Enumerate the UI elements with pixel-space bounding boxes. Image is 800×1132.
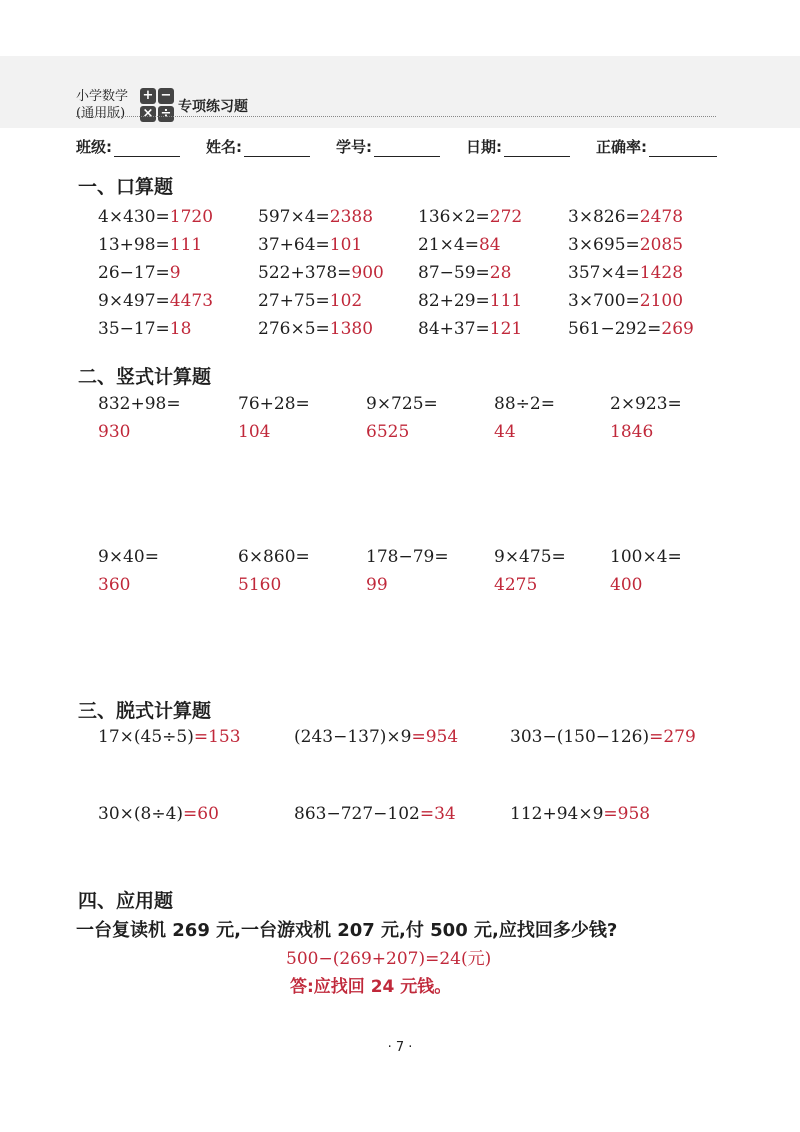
series-title: 专项练习题 <box>178 99 248 115</box>
vertical-answer: 4275 <box>494 575 538 595</box>
vertical-answer: 44 <box>494 422 516 442</box>
oral-problem <box>258 235 362 255</box>
oral-problem <box>258 263 384 283</box>
stepwise-problem <box>294 727 458 747</box>
stepwise-question: 863−727−102 <box>294 804 420 824</box>
name-label: 姓名: <box>206 138 242 156</box>
oral-problem <box>418 319 522 339</box>
oral-question: 26−17= <box>98 263 170 283</box>
oral-problem <box>568 235 683 255</box>
oral-question: 87−59= <box>418 263 490 283</box>
oral-answer: 2085 <box>639 235 684 255</box>
oral-question: 522+378= <box>258 263 352 283</box>
minus-icon: − <box>158 88 174 104</box>
oral-problem <box>568 207 683 227</box>
oral-answer: 1428 <box>639 263 684 283</box>
oral-answer: 121 <box>489 319 523 339</box>
stepwise-answer: =60 <box>183 804 219 824</box>
oral-problem <box>98 319 191 339</box>
stepwise-question: (243−137)×9 <box>294 727 412 747</box>
oral-question: 3×700= <box>568 291 640 311</box>
date-label: 日期: <box>466 138 502 156</box>
stepwise-answer: =279 <box>649 727 696 747</box>
section1-title: 一、口算题 <box>78 176 174 198</box>
oral-problem <box>418 263 511 283</box>
stepwise-answer: =153 <box>193 727 241 747</box>
oral-question: 9×497= <box>98 291 170 311</box>
solution-answer: 答:应找回 24 元钱。 <box>290 977 452 997</box>
date-field <box>466 136 570 157</box>
vertical-question: 76+28= <box>238 394 310 414</box>
oral-problem <box>258 291 362 311</box>
stepwise-answer: =34 <box>419 804 456 824</box>
oral-answer: 1720 <box>169 207 214 227</box>
id-blank <box>374 142 440 157</box>
oral-problem <box>418 207 522 227</box>
vertical-question: 2×923= <box>610 394 682 414</box>
oral-answer: 102 <box>329 291 363 311</box>
date-blank <box>504 142 570 157</box>
section2-title: 二、竖式计算题 <box>78 366 212 388</box>
times-icon: × <box>140 106 156 122</box>
class-blank <box>114 142 180 157</box>
vertical-question: 9×475= <box>494 547 566 567</box>
oral-question: 3×826= <box>568 207 640 227</box>
oral-problem <box>98 291 213 311</box>
accuracy-blank <box>649 142 717 157</box>
oral-question: 4×430= <box>98 207 170 227</box>
vertical-answer: 5160 <box>238 575 282 595</box>
stepwise-answer: =954 <box>411 727 459 747</box>
stepwise-problem <box>294 804 456 824</box>
oral-question: 3×695= <box>568 235 640 255</box>
solution-expression: 500−(269+207)=24(元) <box>286 949 492 969</box>
id-field <box>336 136 440 157</box>
header-rule <box>76 116 716 117</box>
oral-problem <box>568 291 683 311</box>
oral-answer: 9 <box>169 263 181 283</box>
vertical-question: 9×725= <box>366 394 438 414</box>
name-field <box>206 136 310 157</box>
vertical-answer: 400 <box>610 575 643 595</box>
oral-problem <box>568 263 683 283</box>
id-label: 学号: <box>336 138 372 156</box>
stepwise-problem <box>98 804 219 824</box>
accuracy-label: 正确率: <box>596 138 647 156</box>
oral-answer: 84 <box>478 235 501 255</box>
oral-problem <box>98 235 202 255</box>
stepwise-problem <box>510 727 696 747</box>
accuracy-field <box>596 136 717 157</box>
oral-answer: 4473 <box>169 291 214 311</box>
oral-question: 82+29= <box>418 291 490 311</box>
divide-icon: ÷ <box>158 106 174 122</box>
oral-answer: 111 <box>489 291 523 311</box>
oral-answer: 2388 <box>329 207 374 227</box>
stepwise-question: 30×(8÷4) <box>98 804 184 824</box>
oral-question: 13+98= <box>98 235 170 255</box>
oral-question: 27+75= <box>258 291 330 311</box>
oral-problem <box>98 263 181 283</box>
oral-question: 35−17= <box>98 319 170 339</box>
oral-question: 597×4= <box>258 207 330 227</box>
vertical-answer: 6525 <box>366 422 410 442</box>
stepwise-answer: =958 <box>603 804 651 824</box>
vertical-question: 6×860= <box>238 547 310 567</box>
oral-problem <box>98 207 213 227</box>
oral-answer: 2478 <box>639 207 684 227</box>
word-problem: 一台复读机 269 元,一台游戏机 207 元,付 500 元,应找回多少钱? <box>76 920 618 941</box>
oral-question: 136×2= <box>418 207 490 227</box>
vertical-question: 832+98= <box>98 394 181 414</box>
oral-answer: 2100 <box>639 291 684 311</box>
oral-problem <box>418 235 501 255</box>
vertical-answer: 1846 <box>610 422 654 442</box>
stepwise-question: 303−(150−126) <box>510 727 650 747</box>
oral-question: 37+64= <box>258 235 330 255</box>
oral-answer: 1380 <box>329 319 374 339</box>
class-field <box>76 136 180 157</box>
oral-question: 357×4= <box>568 263 640 283</box>
oral-question: 84+37= <box>418 319 490 339</box>
stepwise-question: 17×(45÷5) <box>98 727 194 747</box>
student-info-line <box>76 136 736 160</box>
vertical-answer: 930 <box>98 422 131 442</box>
stepwise-problem <box>510 804 650 824</box>
vertical-question: 88÷2= <box>494 394 555 414</box>
stepwise-question: 112+94×9 <box>510 804 604 824</box>
class-label: 班级: <box>76 138 112 156</box>
vertical-question: 100×4= <box>610 547 682 567</box>
oral-answer: 111 <box>169 235 203 255</box>
oral-answer: 28 <box>489 263 512 283</box>
vertical-answer: 99 <box>366 575 388 595</box>
oral-question: 561−292= <box>568 319 662 339</box>
oral-answer: 900 <box>351 263 384 283</box>
oral-answer: 101 <box>329 235 363 255</box>
name-blank <box>244 142 310 157</box>
brand-line1: 小学数学 <box>76 89 129 104</box>
oral-question: 21×4= <box>418 235 479 255</box>
oral-problem <box>568 319 694 339</box>
oral-answer: 269 <box>661 319 694 339</box>
section3-title: 三、脱式计算题 <box>78 700 212 722</box>
page-number: · 7 · <box>387 1040 413 1055</box>
plus-icon: + <box>140 88 156 104</box>
oral-problem <box>258 207 373 227</box>
vertical-answer: 360 <box>98 575 131 595</box>
stepwise-problem <box>98 727 241 747</box>
oral-problem <box>258 319 373 339</box>
vertical-answer: 104 <box>238 422 271 442</box>
brand-line2: (通用版) <box>76 106 126 121</box>
oral-answer: 18 <box>169 319 192 339</box>
vertical-question: 178−79= <box>366 547 449 567</box>
oral-problem <box>418 291 522 311</box>
oral-answer: 272 <box>489 207 523 227</box>
oral-question: 276×5= <box>258 319 330 339</box>
section4-title: 四、应用题 <box>78 890 174 912</box>
vertical-question: 9×40= <box>98 547 159 567</box>
